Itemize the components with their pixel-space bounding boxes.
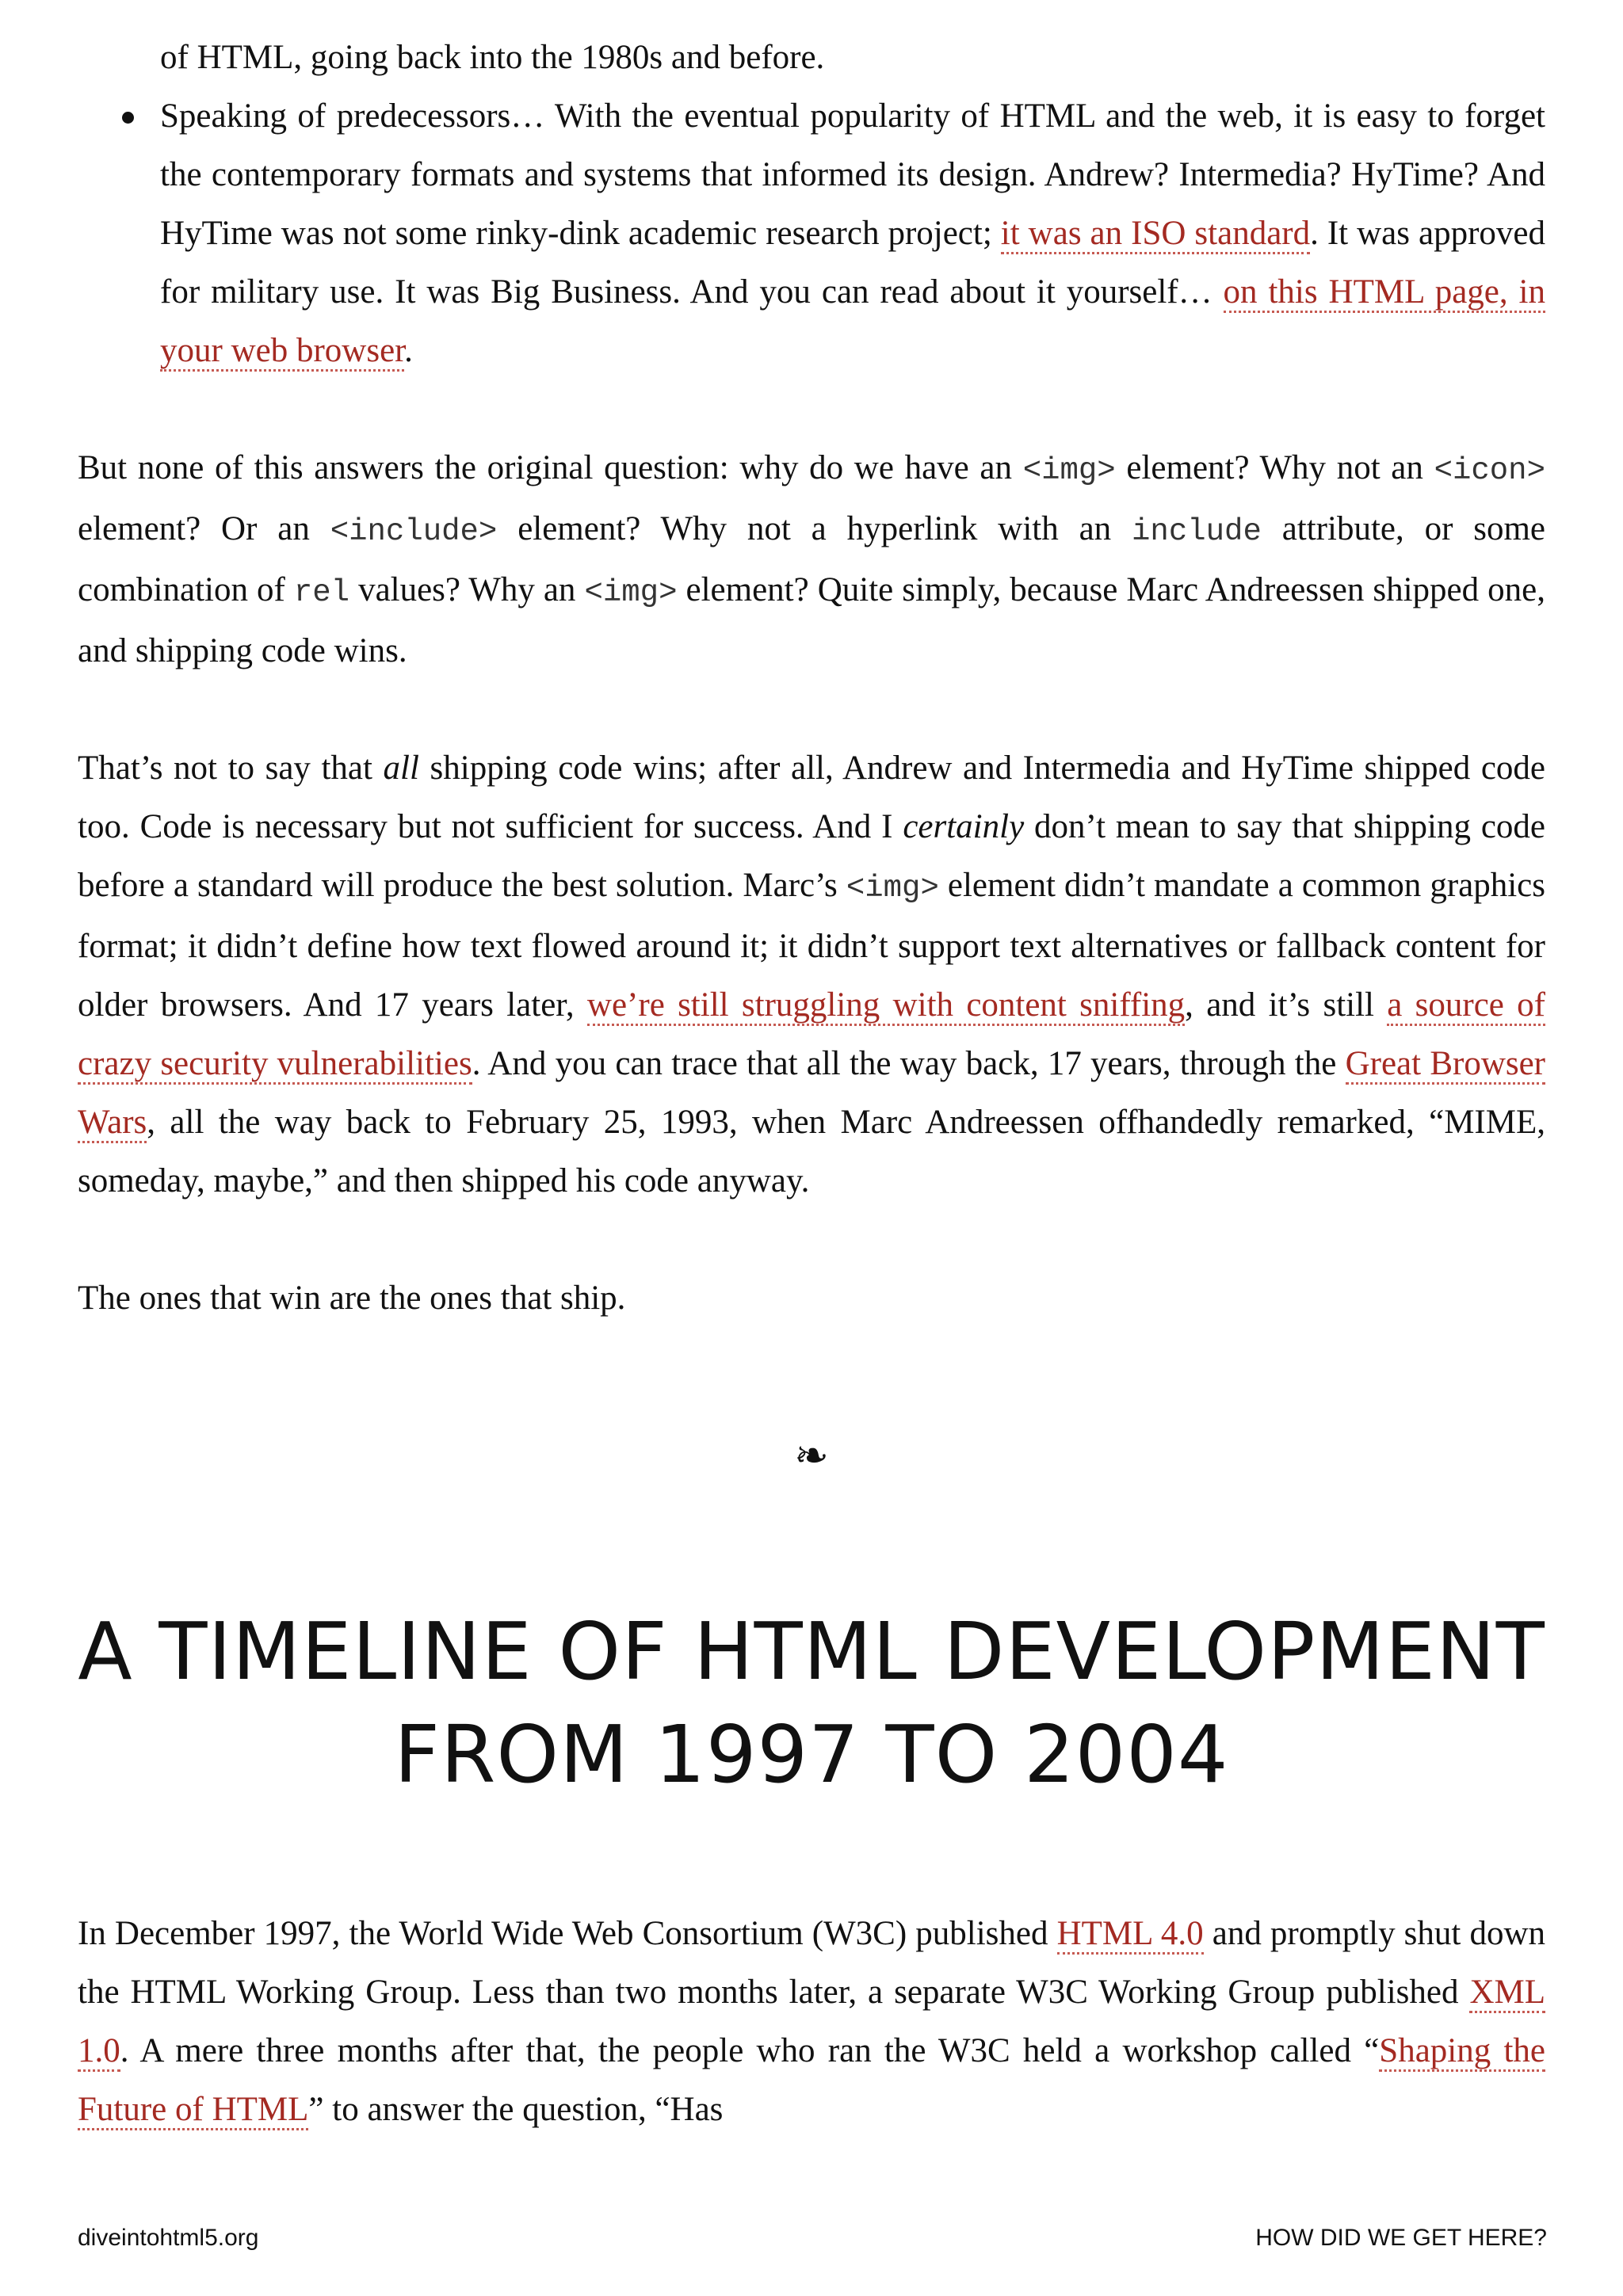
list-item — [78, 29, 1545, 87]
list-item-text: Speaking of predecessors… With the eventual popularity of HTML and the web, it is easy to forget the contemporary formats and systems that informed its design. Andrew? Intermedia? HyTime? And HyTime was not some rinky-dink academic research project; — [160, 97, 1545, 252]
html4-link[interactable]: HTML 4.0 — [1057, 1915, 1204, 1955]
rel-code: rel — [293, 575, 350, 610]
page-content — [78, 0, 1545, 2139]
html-page-link[interactable]: on this HTML page, in your web browser — [160, 273, 1545, 372]
paragraph-conclusion: The ones that win are the ones that ship. — [78, 1280, 626, 1317]
paragraph-img-question: But none of this answers the original question: why do we have an <img> element? Why not an <icon> element? Or an <include> element? Why not a hyperlink with an include attribute, or some combination of rel values? Why an <img> element? Quite simply, because Marc Andreessen shipped one, and shipping code wins. — [78, 449, 1546, 669]
list-item-text: . It was approved for military use. It was Big Business. And you can read about it yourself… — [160, 215, 1545, 311]
predecessors-list — [78, 29, 1545, 380]
list-item-text: . — [404, 332, 413, 369]
img-code: <img> — [584, 575, 678, 610]
paragraph-timeline-intro: In December 1997, the World Wide Web Consortium (W3C) published HTML 4.0 and promptly shut down the HTML Working Group. Less than two months later, a separate W3C Working Group published XML 1.0. A mere three months after that, the people who ran the W3C held a workshop called “Shaping the Future of HTML” to answer the question, “Has — [78, 1905, 1545, 2139]
section-heading — [78, 1600, 1545, 1806]
bullet-icon — [122, 112, 134, 124]
paragraph-shipping-code: That’s not to say that all shipping code wins; after all, Andrew and Intermedia and HyTime shipped code too. Code is necessary but not sufficient for success. And I certainly don’t mean to say that shipping code before a standard will produce the best solution. Marc’s <img> element didn’t mandate a common graphics format; it didn’t define how text flowed around it; it didn’t support text alternatives or fallback content for older browsers. And 17 years later, we’re still struggling with content sniffing, and it’s still a source of crazy security vulnerabilities. And you can trace that all the way back, 17 years, through the Great Browser Wars, all the way back to February 25, 1993, when Marc Andreessen offhandedly remarked, “MIME, someday, maybe,” and then shipped his code anyway. — [78, 749, 1546, 1199]
xml1-link[interactable]: XML 1.0 — [78, 1974, 1545, 2072]
iso-standard-link[interactable]: it was an ISO standard — [1001, 215, 1310, 254]
heading-line: FROM 1997 TO 2004 — [394, 1708, 1229, 1801]
fleuron-divider-icon: ❧ — [794, 1432, 829, 1480]
browser-wars-link[interactable]: Great Browser Wars — [78, 1045, 1545, 1143]
emphasis: all — [383, 749, 419, 787]
content-sniffing-link[interactable]: we’re still struggling with content sniffing — [587, 986, 1185, 1026]
icon-code: <icon> — [1434, 453, 1545, 488]
shaping-future-html-link[interactable]: Shaping the Future of HTML — [78, 2032, 1545, 2130]
emphasis: certainly — [903, 808, 1025, 845]
list-item — [78, 87, 1545, 380]
img-code: <img> — [1022, 453, 1116, 488]
heading-line: A TIMELINE OF HTML DEVELOPMENT — [78, 1605, 1545, 1698]
include-attr-code: include — [1132, 514, 1262, 549]
include-code: <include> — [330, 514, 498, 549]
img-code: <img> — [846, 871, 939, 906]
security-vulnerabilities-link[interactable]: a source of crazy security vulnerabilities — [78, 986, 1545, 1085]
footer-site-name: diveintohtml5.org — [78, 2225, 259, 2251]
footer-chapter-title: HOW DID WE GET HERE? — [1255, 2225, 1547, 2251]
list-item-text: of HTML, going back into the 1980s and before. — [160, 39, 825, 76]
